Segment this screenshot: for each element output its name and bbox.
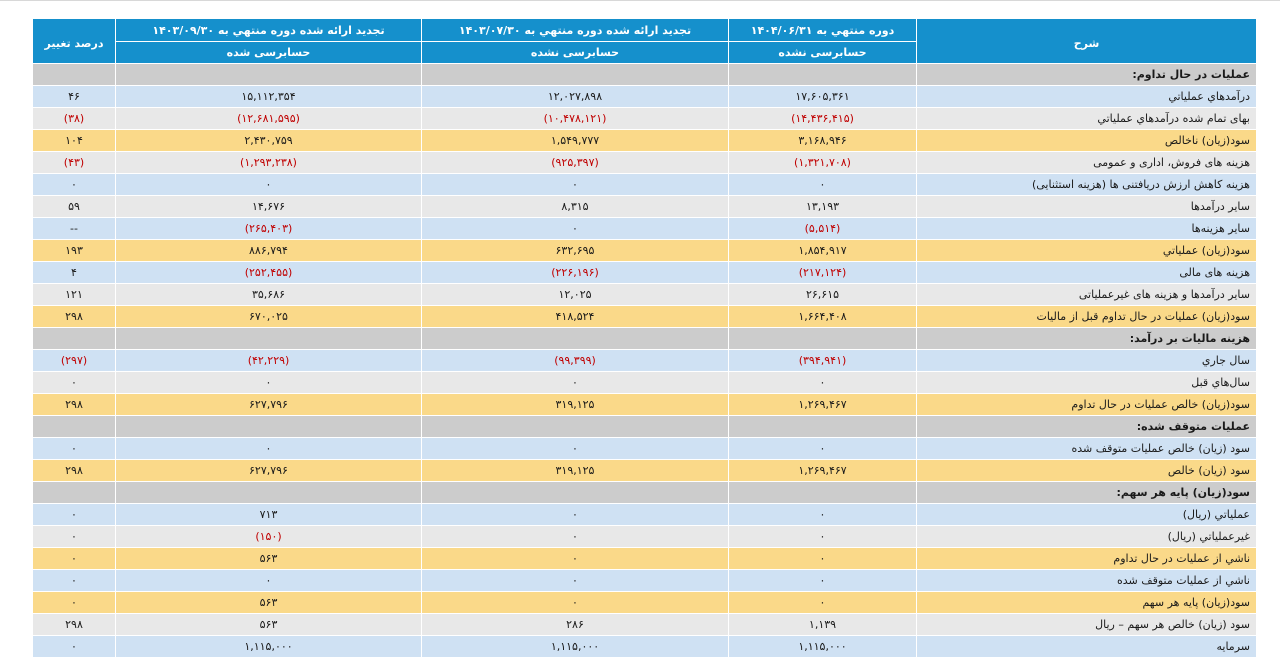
header-period-2: تجدید ارائه شده دوره منتهي به ۱۴۰۳/۰۷/۳۰ <box>422 19 729 42</box>
row-label: هزینه کاهش ارزش دریافتنی ها (هزینه استثنایی) <box>917 174 1257 196</box>
row-label: عملياتي (ريال) <box>917 504 1257 526</box>
cell-empty <box>422 416 729 438</box>
cell-empty <box>116 328 422 350</box>
cell-period-2: ۰ <box>422 548 729 570</box>
cell-period-2: ۰ <box>422 438 729 460</box>
row-label: سرمايه <box>917 636 1257 658</box>
table-row <box>33 394 1257 416</box>
row-label: سود(زيان) ناخالص <box>917 130 1257 152</box>
header-period-1: دوره منتهي به ۱۴۰۴/۰۶/۳۱ <box>729 19 917 42</box>
cell-period-3: ۶۲۷,۷۹۶ <box>116 460 422 482</box>
cell-period-1: ۰ <box>729 174 917 196</box>
table-row <box>33 614 1257 636</box>
row-label: درآمدهاي عملياتي <box>917 86 1257 108</box>
cell-period-3: ۱۵,۱۱۲,۳۵۴ <box>116 86 422 108</box>
cell-period-2: ۰ <box>422 592 729 614</box>
cell-period-3: ۲,۴۳۰,۷۵۹ <box>116 130 422 152</box>
cell-period-3: (۲۵۲,۴۵۵) <box>116 262 422 284</box>
cell-period-3: (۲۶۵,۴۰۳) <box>116 218 422 240</box>
cell-period-1: ۱۳,۱۹۳ <box>729 196 917 218</box>
row-label: سود (زيان) خالص عمليات متوقف شده <box>917 438 1257 460</box>
cell-period-1: (۱۴,۴۳۶,۴۱۵) <box>729 108 917 130</box>
table-row <box>33 548 1257 570</box>
cell-period-1: ۱,۲۶۹,۴۶۷ <box>729 394 917 416</box>
section-row <box>33 328 1257 350</box>
income-statement <box>32 18 1256 658</box>
cell-period-2: (۱۰,۴۷۸,۱۲۱) <box>422 108 729 130</box>
cell-empty <box>116 416 422 438</box>
cell-period-3: ۰ <box>116 438 422 460</box>
cell-empty <box>33 482 116 504</box>
cell-percent-change: (۲۹۷) <box>33 350 116 372</box>
cell-period-3: ۰ <box>116 570 422 592</box>
header-period-2-status: حسابرسی نشده <box>422 42 729 64</box>
top-divider <box>0 0 1280 1</box>
header-period-3-status: حسابرسی شده <box>116 42 422 64</box>
cell-period-2: ۳۱۹,۱۲۵ <box>422 460 729 482</box>
table-row <box>33 592 1257 614</box>
section-row <box>33 482 1257 504</box>
cell-period-3: ۵۶۳ <box>116 548 422 570</box>
cell-period-1: (۲۱۷,۱۲۴) <box>729 262 917 284</box>
cell-percent-change: ۲۹۸ <box>33 460 116 482</box>
cell-period-2: ۰ <box>422 174 729 196</box>
table-row <box>33 284 1257 306</box>
cell-percent-change: ۱۲۱ <box>33 284 116 306</box>
cell-period-1: ۰ <box>729 438 917 460</box>
cell-period-1: ۰ <box>729 548 917 570</box>
cell-period-2: ۰ <box>422 570 729 592</box>
cell-percent-change: ۰ <box>33 636 116 658</box>
cell-period-1: ۲۶,۶۱۵ <box>729 284 917 306</box>
cell-empty <box>729 416 917 438</box>
section-label: عملیات در حال تداوم: <box>917 64 1257 86</box>
cell-period-1: ۰ <box>729 570 917 592</box>
cell-percent-change: ۰ <box>33 592 116 614</box>
cell-period-3: ۰ <box>116 372 422 394</box>
row-label: سود(زيان) عملياتي <box>917 240 1257 262</box>
cell-period-1: ۱۷,۶۰۵,۳۶۱ <box>729 86 917 108</box>
row-label: هزينه هاى مالى <box>917 262 1257 284</box>
cell-period-1: ۱,۲۶۹,۴۶۷ <box>729 460 917 482</box>
cell-period-2: ۳۱۹,۱۲۵ <box>422 394 729 416</box>
cell-period-3: ۱,۱۱۵,۰۰۰ <box>116 636 422 658</box>
cell-period-2: ۰ <box>422 218 729 240</box>
cell-period-3: (۴۲,۲۲۹) <box>116 350 422 372</box>
table-row <box>33 218 1257 240</box>
row-label: هزينه هاى فروش، ادارى و عمومى <box>917 152 1257 174</box>
cell-period-3: ۷۱۳ <box>116 504 422 526</box>
cell-period-3: ۰ <box>116 174 422 196</box>
row-label: ناشي از عمليات متوقف شده <box>917 570 1257 592</box>
cell-period-3: ۱۴,۶۷۶ <box>116 196 422 218</box>
cell-period-1: ۰ <box>729 526 917 548</box>
cell-empty <box>729 64 917 86</box>
section-row <box>33 416 1257 438</box>
row-label: سود (زيان) خالص <box>917 460 1257 482</box>
cell-period-1: ۰ <box>729 592 917 614</box>
row-label: بهاى تمام شده درآمدهاي عملياتي <box>917 108 1257 130</box>
table-row <box>33 570 1257 592</box>
cell-period-1: ۰ <box>729 504 917 526</box>
header-period-1-status: حسابرسی نشده <box>729 42 917 64</box>
cell-period-1: ۱,۱۳۹ <box>729 614 917 636</box>
cell-period-3: (۱۲,۶۸۱,۵۹۵) <box>116 108 422 130</box>
cell-percent-change: ۰ <box>33 504 116 526</box>
cell-period-2: ۶۳۲,۶۹۵ <box>422 240 729 262</box>
table-row <box>33 262 1257 284</box>
cell-empty <box>422 328 729 350</box>
row-label: ساير درآمدها <box>917 196 1257 218</box>
cell-period-2: (۲۲۶,۱۹۶) <box>422 262 729 284</box>
row-label: سال جاري <box>917 350 1257 372</box>
cell-percent-change: ۰ <box>33 548 116 570</box>
cell-period-2: ۰ <box>422 504 729 526</box>
cell-period-3: ۶۲۷,۷۹۶ <box>116 394 422 416</box>
cell-period-3: (۱,۲۹۳,۲۳۸) <box>116 152 422 174</box>
section-label: سود(زيان) پايه هر سهم: <box>917 482 1257 504</box>
cell-percent-change: ۲۹۸ <box>33 306 116 328</box>
cell-period-1: ۱,۱۱۵,۰۰۰ <box>729 636 917 658</box>
cell-period-2: ۴۱۸,۵۲۴ <box>422 306 729 328</box>
table-row <box>33 108 1257 130</box>
cell-percent-change: ۰ <box>33 570 116 592</box>
cell-period-1: (۵,۵۱۴) <box>729 218 917 240</box>
row-label: سود (زيان) خالص هر سهم – ريال <box>917 614 1257 636</box>
table-row <box>33 526 1257 548</box>
cell-empty <box>116 64 422 86</box>
row-label: ناشي از عمليات در حال تداوم <box>917 548 1257 570</box>
row-label: سود(زيان) عمليات در حال تداوم قبل از ماليات <box>917 306 1257 328</box>
cell-empty <box>33 328 116 350</box>
table-row <box>33 152 1257 174</box>
table-row <box>33 240 1257 262</box>
cell-period-1: ۳,۱۶۸,۹۴۶ <box>729 130 917 152</box>
cell-percent-change: (۴۳) <box>33 152 116 174</box>
cell-period-2: ۲۸۶ <box>422 614 729 636</box>
cell-period-2: ۸,۳۱۵ <box>422 196 729 218</box>
cell-period-2: (۹۲۵,۳۹۷) <box>422 152 729 174</box>
cell-period-3: ۵۶۳ <box>116 614 422 636</box>
income-statement-table <box>32 18 1257 658</box>
cell-percent-change: ۵۹ <box>33 196 116 218</box>
cell-percent-change: ۲۹۸ <box>33 614 116 636</box>
row-label: غيرعملياتي (ريال) <box>917 526 1257 548</box>
section-row <box>33 64 1257 86</box>
table-row <box>33 174 1257 196</box>
cell-period-3: ۶۷۰,۰۲۵ <box>116 306 422 328</box>
table-row <box>33 86 1257 108</box>
cell-percent-change: ۲۹۸ <box>33 394 116 416</box>
row-label: سایر هزینه‌ها <box>917 218 1257 240</box>
table-row <box>33 504 1257 526</box>
cell-percent-change: ۰ <box>33 438 116 460</box>
cell-percent-change: ۰ <box>33 526 116 548</box>
cell-percent-change: ۱۹۳ <box>33 240 116 262</box>
cell-period-2: ۱,۵۴۹,۷۷۷ <box>422 130 729 152</box>
section-label: هزینه مالیات بر درآمد: <box>917 328 1257 350</box>
row-label: سود(زيان) خالص عمليات در حال تداوم <box>917 394 1257 416</box>
cell-percent-change: ۰ <box>33 174 116 196</box>
cell-empty <box>116 482 422 504</box>
row-label: سال‌هاي قبل <box>917 372 1257 394</box>
table-row <box>33 438 1257 460</box>
table-body <box>33 64 1257 658</box>
table-row <box>33 460 1257 482</box>
cell-period-3: ۵۶۳ <box>116 592 422 614</box>
cell-period-2: ۰ <box>422 372 729 394</box>
cell-percent-change: ۴۶ <box>33 86 116 108</box>
header-percent-change: درصد تغییر <box>33 19 116 64</box>
cell-empty <box>33 416 116 438</box>
cell-period-2: ۱,۱۱۵,۰۰۰ <box>422 636 729 658</box>
table-row <box>33 636 1257 658</box>
cell-empty <box>422 64 729 86</box>
cell-percent-change: ۴ <box>33 262 116 284</box>
cell-period-2: ۰ <box>422 526 729 548</box>
cell-percent-change: -- <box>33 218 116 240</box>
cell-period-2: ۱۲,۰۲۵ <box>422 284 729 306</box>
table-row <box>33 350 1257 372</box>
header-period-3: تجدید ارائه شده دوره منتهي به ۱۴۰۳/۰۹/۳۰ <box>116 19 422 42</box>
cell-empty <box>729 328 917 350</box>
table-row <box>33 306 1257 328</box>
cell-period-2: (۹۹,۳۹۹) <box>422 350 729 372</box>
row-label: ساير درآمدها و هزينه هاى غيرعملياتى <box>917 284 1257 306</box>
row-label: سود(زيان) پايه هر سهم <box>917 592 1257 614</box>
cell-empty <box>729 482 917 504</box>
table-row <box>33 372 1257 394</box>
cell-period-1: ۰ <box>729 372 917 394</box>
cell-percent-change: (۳۸) <box>33 108 116 130</box>
cell-empty <box>33 64 116 86</box>
cell-period-1: ۱,۸۵۴,۹۱۷ <box>729 240 917 262</box>
cell-period-2: ۱۲,۰۲۷,۸۹۸ <box>422 86 729 108</box>
header-description: شرح <box>917 19 1257 64</box>
cell-period-3: (۱۵۰) <box>116 526 422 548</box>
cell-period-3: ۸۸۶,۷۹۴ <box>116 240 422 262</box>
cell-period-3: ۳۵,۶۸۶ <box>116 284 422 306</box>
section-label: عملیات متوقف شده: <box>917 416 1257 438</box>
cell-empty <box>422 482 729 504</box>
cell-period-1: (۳۹۴,۹۴۱) <box>729 350 917 372</box>
table-row <box>33 130 1257 152</box>
cell-period-1: (۱,۳۲۱,۷۰۸) <box>729 152 917 174</box>
cell-percent-change: ۰ <box>33 372 116 394</box>
cell-period-1: ۱,۶۶۴,۴۰۸ <box>729 306 917 328</box>
table-row <box>33 196 1257 218</box>
cell-percent-change: ۱۰۴ <box>33 130 116 152</box>
